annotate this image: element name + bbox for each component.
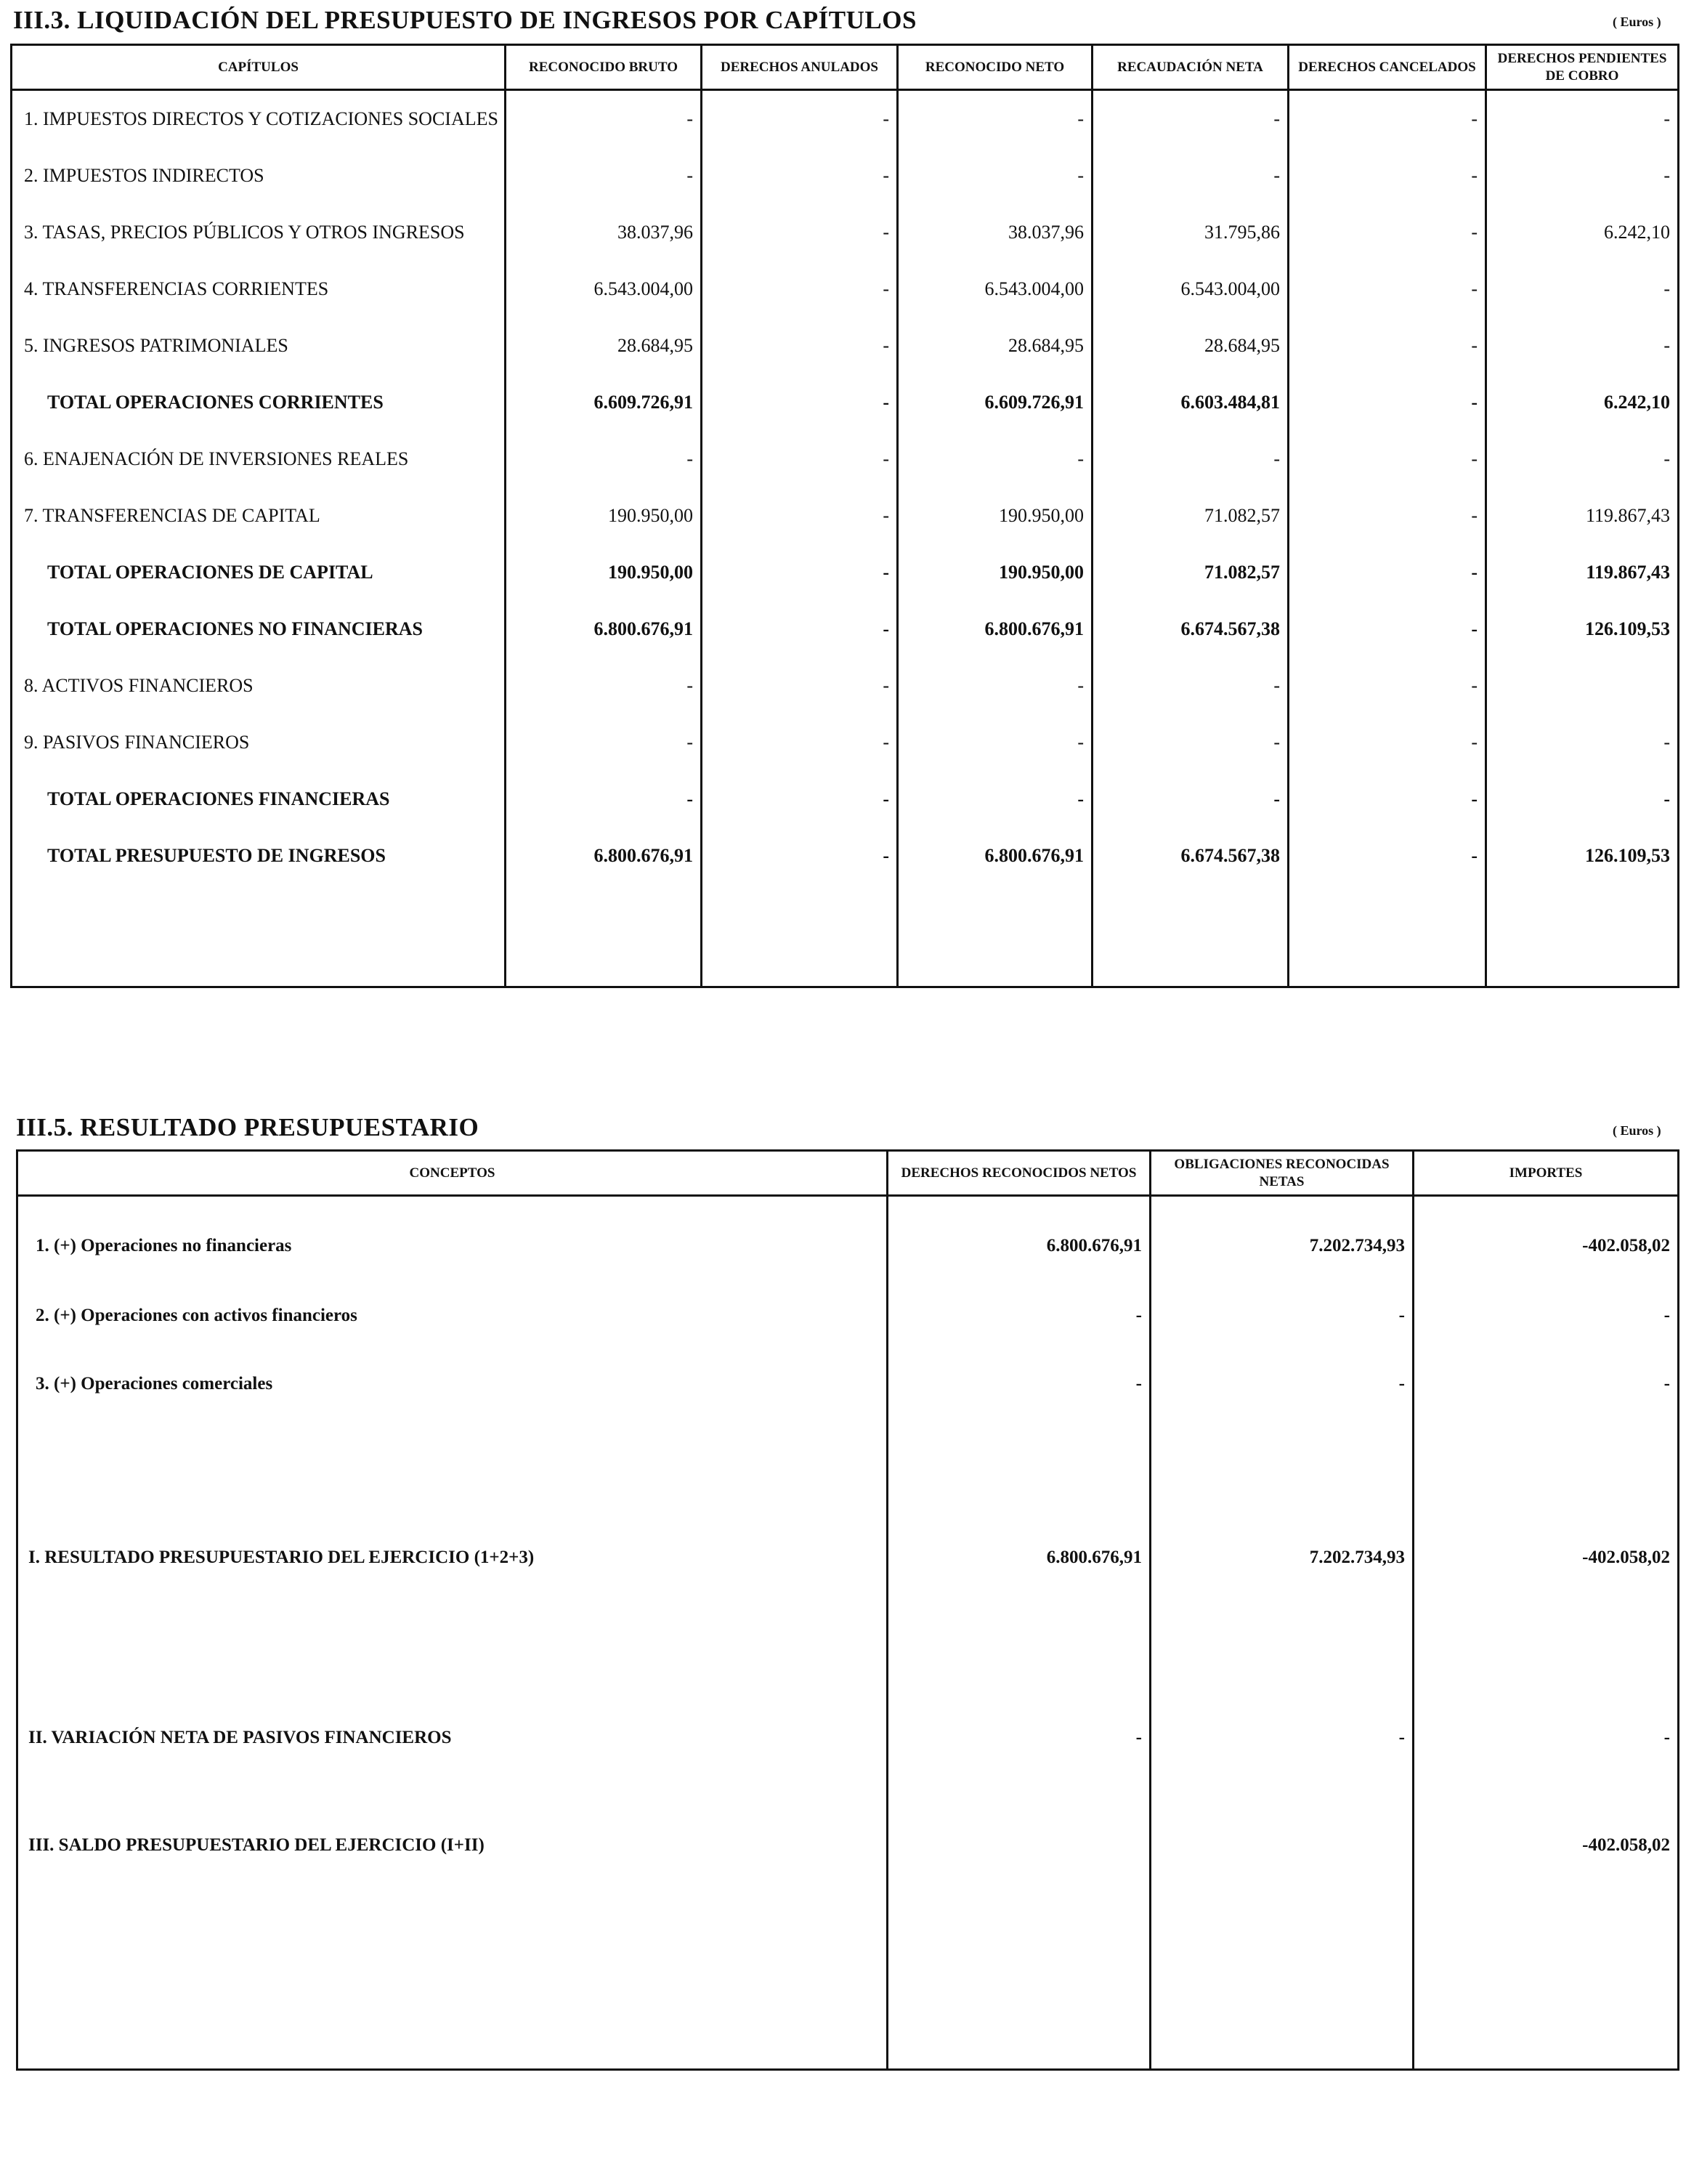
row-label: 7. TRANSFERENCIAS DE CAPITAL: [12, 488, 506, 544]
cell-recaudacion-neta: 6.603.484,81: [1093, 374, 1289, 431]
cell-derechos-anulados: -: [702, 261, 898, 318]
header-derechos-reconocidos-netos: DERECHOS RECONOCIDOS NETOS: [888, 1151, 1151, 1196]
table-row: [12, 714, 1679, 771]
cell-derechos: -: [888, 1617, 1151, 1792]
income-budget-table: [10, 44, 1679, 988]
cell-derechos-cancelados: -: [1289, 714, 1486, 771]
cell-derechos-anulados: -: [702, 544, 898, 601]
cell-derechos-pendientes: -: [1486, 771, 1679, 828]
cell-reconocido-neto: 190.950,00: [898, 488, 1093, 544]
cell-reconocido-bruto: 190.950,00: [506, 488, 702, 544]
cell-reconocido-neto: 190.950,00: [898, 544, 1093, 601]
cell-recaudacion-neta: -: [1093, 90, 1289, 148]
cell-derechos-cancelados: -: [1289, 147, 1486, 204]
cell-derechos-pendientes: 6.242,10: [1486, 204, 1679, 261]
cell-derechos-anulados: -: [702, 601, 898, 658]
row-label: 9. PASIVOS FINANCIEROS: [12, 714, 506, 771]
total-row: [12, 544, 1679, 601]
cell-reconocido-neto: 6.609.726,91: [898, 374, 1093, 431]
total-row: [12, 374, 1679, 431]
cell-derechos-cancelados: -: [1289, 544, 1486, 601]
cell-derechos-pendientes: -: [1486, 261, 1679, 318]
cell-derechos-cancelados: -: [1289, 431, 1486, 488]
cell-reconocido-neto: 6.800.676,91: [898, 828, 1093, 884]
cell-derechos-anulados: -: [702, 147, 898, 204]
total-row: [12, 828, 1679, 884]
header-reconocido-bruto: RECONOCIDO BRUTO: [506, 45, 702, 90]
cell-derechos-cancelados: -: [1289, 601, 1486, 658]
cell-obligaciones: -: [1151, 1617, 1414, 1792]
cell-derechos-cancelados: -: [1289, 488, 1486, 544]
section1-title: III.3. LIQUIDACIÓN DEL PRESUPUESTO DE INGRESOS POR CAPÍTULOS: [13, 6, 917, 34]
cell-recaudacion-neta: 71.082,57: [1093, 488, 1289, 544]
row-label: TOTAL OPERACIONES CORRIENTES: [12, 374, 506, 431]
cell-derechos: [888, 1792, 1151, 2070]
cell-obligaciones: 7.202.734,93: [1151, 1447, 1414, 1617]
cell-recaudacion-neta: -: [1093, 771, 1289, 828]
cell-recaudacion-neta: -: [1093, 147, 1289, 204]
cell-derechos-cancelados: -: [1289, 90, 1486, 148]
row-label: 1. IMPUESTOS DIRECTOS Y COTIZACIONES SOCIALES: [12, 90, 506, 148]
header-row: [12, 45, 1679, 90]
cell-reconocido-bruto: -: [506, 90, 702, 148]
cell-recaudacion-neta: 71.082,57: [1093, 544, 1289, 601]
row-label: 3. TASAS, PRECIOS PÚBLICOS Y OTROS INGRESOS: [12, 204, 506, 261]
header-derechos-anulados: DERECHOS ANULADOS: [702, 45, 898, 90]
table-row: [17, 1196, 1679, 1272]
cell-reconocido-neto: -: [898, 771, 1093, 828]
cell-recaudacion-neta: 6.674.567,38: [1093, 601, 1289, 658]
row-label: 4. TRANSFERENCIAS CORRIENTES: [12, 261, 506, 318]
cell-derechos-anulados: -: [702, 488, 898, 544]
cell-recaudacion-neta: -: [1093, 714, 1289, 771]
cell-obligaciones: -: [1151, 1272, 1414, 1359]
cell-importes: -402.058,02: [1414, 1792, 1679, 2070]
header-derechos-cancelados: DERECHOS CANCELADOS: [1289, 45, 1486, 90]
table-row: [12, 658, 1679, 714]
cell-derechos-pendientes: -: [1486, 318, 1679, 374]
cell-obligaciones: 7.202.734,93: [1151, 1196, 1414, 1272]
cell-reconocido-bruto: 6.800.676,91: [506, 601, 702, 658]
cell-derechos-cancelados: -: [1289, 828, 1486, 884]
row-label: 8. ACTIVOS FINANCIEROS: [12, 658, 506, 714]
cell-derechos-anulados: -: [702, 714, 898, 771]
cell-reconocido-neto: -: [898, 431, 1093, 488]
total-row: [12, 771, 1679, 828]
cell-derechos-anulados: -: [702, 771, 898, 828]
cell-reconocido-bruto: -: [506, 147, 702, 204]
cell-reconocido-neto: 6.543.004,00: [898, 261, 1093, 318]
cell-derechos: 6.800.676,91: [888, 1447, 1151, 1617]
header-reconocido-neto: RECONOCIDO NETO: [898, 45, 1093, 90]
row-label: TOTAL OPERACIONES FINANCIERAS: [12, 771, 506, 828]
row-label: 5. INGRESOS PATRIMONIALES: [12, 318, 506, 374]
header-obligaciones-reconocidas-netas: OBLIGACIONES RECONOCIDAS NETAS: [1151, 1151, 1414, 1196]
header-capitulos: CAPÍTULOS: [12, 45, 506, 90]
row-label: 1. (+) Operaciones no financieras: [17, 1196, 888, 1272]
cell-reconocido-bruto: -: [506, 714, 702, 771]
cell-derechos-anulados: -: [702, 374, 898, 431]
row-label: II. VARIACIÓN NETA DE PASIVOS FINANCIEROS: [17, 1617, 888, 1792]
cell-recaudacion-neta: 6.543.004,00: [1093, 261, 1289, 318]
cell-importes: -402.058,02: [1414, 1447, 1679, 1617]
table-row: [12, 261, 1679, 318]
cell-derechos-pendientes: [1486, 658, 1679, 714]
cell-derechos-pendientes: 6.242,10: [1486, 374, 1679, 431]
cell-reconocido-bruto: 6.609.726,91: [506, 374, 702, 431]
row-label: TOTAL OPERACIONES DE CAPITAL: [12, 544, 506, 601]
cell-derechos-cancelados: -: [1289, 374, 1486, 431]
cell-recaudacion-neta: -: [1093, 431, 1289, 488]
cell-derechos-cancelados: -: [1289, 318, 1486, 374]
cell-reconocido-neto: 38.037,96: [898, 204, 1093, 261]
row-label: TOTAL OPERACIONES NO FINANCIERAS: [12, 601, 506, 658]
cell-recaudacion-neta: 28.684,95: [1093, 318, 1289, 374]
cell-recaudacion-neta: 6.674.567,38: [1093, 828, 1289, 884]
cell-importes: -402.058,02: [1414, 1196, 1679, 1272]
cell-reconocido-neto: 28.684,95: [898, 318, 1093, 374]
cell-reconocido-neto: -: [898, 714, 1093, 771]
cell-obligaciones: -: [1151, 1359, 1414, 1447]
section1-units: ( Euros ): [1613, 15, 1661, 29]
cell-derechos-pendientes: 119.867,43: [1486, 544, 1679, 601]
table-row: [17, 1359, 1679, 1447]
header-recaudacion-neta: RECAUDACIÓN NETA: [1093, 45, 1289, 90]
cell-derechos-pendientes: 126.109,53: [1486, 828, 1679, 884]
cell-derechos-anulados: -: [702, 90, 898, 148]
cell-derechos-anulados: -: [702, 431, 898, 488]
row-label: TOTAL PRESUPUESTO DE INGRESOS: [12, 828, 506, 884]
cell-derechos-pendientes: -: [1486, 90, 1679, 148]
header-importes: IMPORTES: [1414, 1151, 1679, 1196]
table-row: [12, 204, 1679, 261]
row-label: 2. IMPUESTOS INDIRECTOS: [12, 147, 506, 204]
cell-derechos-anulados: -: [702, 658, 898, 714]
cell-derechos-cancelados: -: [1289, 771, 1486, 828]
cell-reconocido-bruto: 28.684,95: [506, 318, 702, 374]
cell-derechos-anulados: -: [702, 828, 898, 884]
cell-reconocido-bruto: -: [506, 658, 702, 714]
cell-derechos-cancelados: -: [1289, 261, 1486, 318]
header-row: [17, 1151, 1679, 1196]
cell-derechos-cancelados: -: [1289, 204, 1486, 261]
cell-reconocido-bruto: 6.800.676,91: [506, 828, 702, 884]
cell-reconocido-bruto: -: [506, 431, 702, 488]
table-row: [17, 1617, 1679, 1792]
cell-derechos-anulados: -: [702, 318, 898, 374]
table-row: [12, 488, 1679, 544]
cell-reconocido-neto: -: [898, 658, 1093, 714]
cell-derechos-anulados: -: [702, 204, 898, 261]
cell-derechos: 6.800.676,91: [888, 1196, 1151, 1272]
cell-importes: -: [1414, 1617, 1679, 1792]
cell-reconocido-bruto: 6.543.004,00: [506, 261, 702, 318]
cell-derechos: -: [888, 1272, 1151, 1359]
table-row: [12, 147, 1679, 204]
row-label: I. RESULTADO PRESUPUESTARIO DEL EJERCICIO (1+2+3): [17, 1447, 888, 1617]
header-derechos-pendientes: DERECHOS PENDIENTES DE COBRO: [1486, 45, 1679, 90]
cell-reconocido-bruto: -: [506, 771, 702, 828]
table-row: [12, 90, 1679, 148]
cell-recaudacion-neta: -: [1093, 658, 1289, 714]
cell-reconocido-neto: -: [898, 90, 1093, 148]
row-label: 2. (+) Operaciones con activos financieros: [17, 1272, 888, 1359]
table-row: [17, 1447, 1679, 1617]
cell-derechos-pendientes: 126.109,53: [1486, 601, 1679, 658]
row-label: 3. (+) Operaciones comerciales: [17, 1359, 888, 1447]
cell-importes: -: [1414, 1359, 1679, 1447]
cell-reconocido-bruto: 38.037,96: [506, 204, 702, 261]
cell-derechos-pendientes: -: [1486, 714, 1679, 771]
cell-reconocido-neto: -: [898, 147, 1093, 204]
row-label: 6. ENAJENACIÓN DE INVERSIONES REALES: [12, 431, 506, 488]
cell-derechos-cancelados: -: [1289, 658, 1486, 714]
cell-recaudacion-neta: 31.795,86: [1093, 204, 1289, 261]
table-row: [12, 431, 1679, 488]
cell-derechos-pendientes: 119.867,43: [1486, 488, 1679, 544]
cell-importes: -: [1414, 1272, 1679, 1359]
budget-result-table: [16, 1149, 1679, 2071]
table-row-spacer: [12, 884, 1679, 987]
row-label: III. SALDO PRESUPUESTARIO DEL EJERCICIO (I+II): [17, 1792, 888, 2070]
table-row: [12, 318, 1679, 374]
section2-units: ( Euros ): [1613, 1123, 1661, 1138]
cell-derechos-pendientes: -: [1486, 147, 1679, 204]
cell-derechos: -: [888, 1359, 1151, 1447]
cell-reconocido-neto: 6.800.676,91: [898, 601, 1093, 658]
cell-derechos-pendientes: -: [1486, 431, 1679, 488]
table-row: [17, 1792, 1679, 2070]
table-row: [17, 1272, 1679, 1359]
section2-title: III.5. RESULTADO PRESUPUESTARIO: [16, 1113, 479, 1141]
cell-obligaciones: [1151, 1792, 1414, 2070]
total-row: [12, 601, 1679, 658]
header-conceptos: CONCEPTOS: [17, 1151, 888, 1196]
cell-reconocido-bruto: 190.950,00: [506, 544, 702, 601]
